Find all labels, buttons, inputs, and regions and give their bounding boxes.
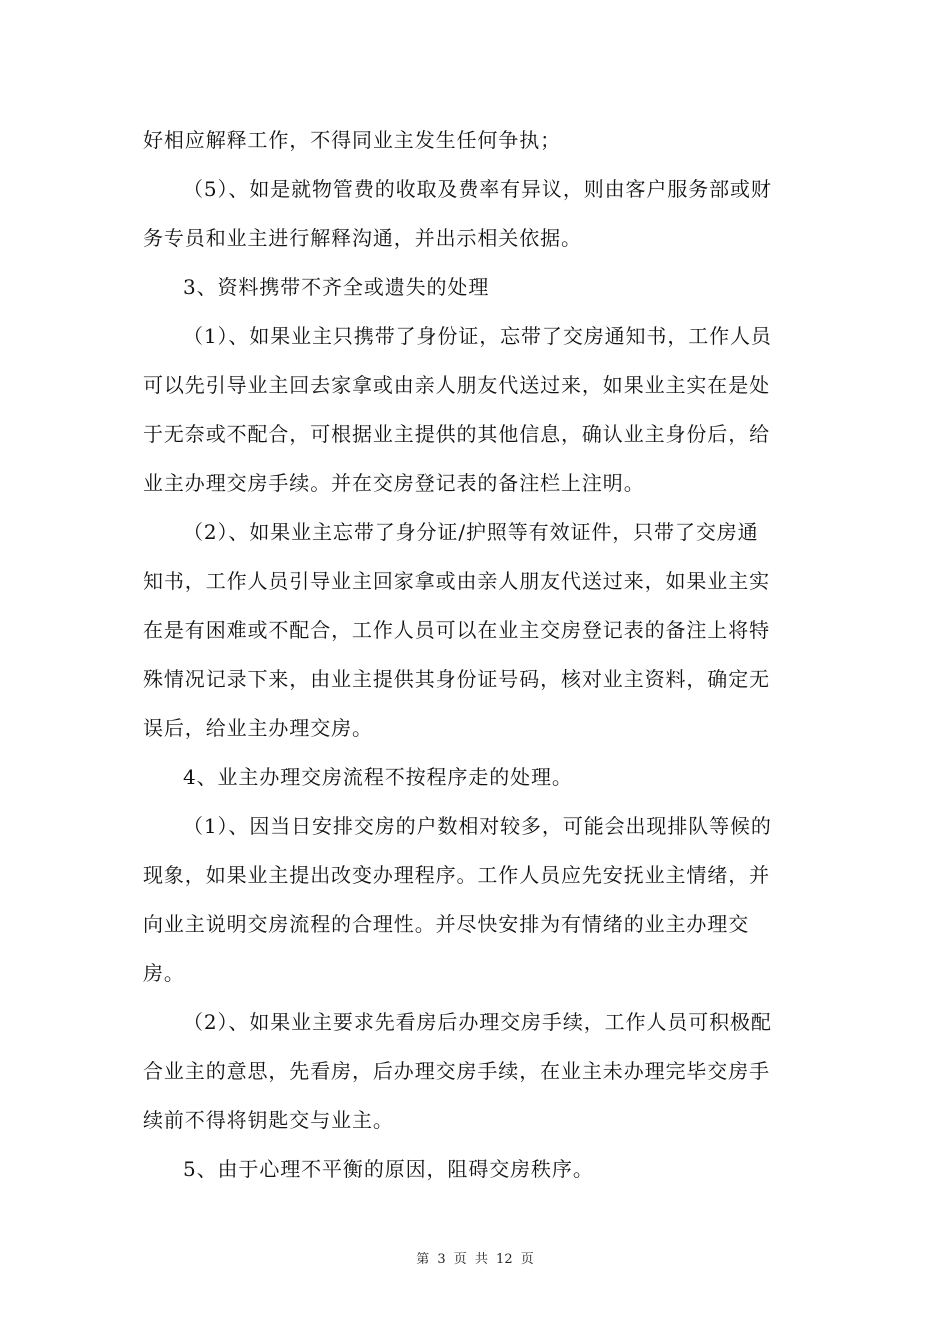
text-line: 向业主说明交房流程的合理性。并尽快安排为有情绪的业主办理交 (143, 912, 750, 936)
document-body (143, 116, 807, 1194)
text-line: 好相应解释工作，不得同业主发生任何争执； (143, 128, 561, 152)
text-line: 现象，如果业主提出改变办理程序。工作人员应先安抚业主情绪，并 (143, 863, 770, 887)
text-line: （2）、如果业主要求先看房后办理交房手续，工作人员可积极配 (183, 1010, 772, 1034)
text-line: 于无奈或不配合，可根据业主提供的其他信息，确认业主身份后，给 (143, 422, 770, 446)
text-line: （2）、如果业主忘带了身分证/护照等有效证件，只带了交房通 (183, 520, 759, 544)
text-line: 知书，工作人员引导业主回家拿或由亲人朋友代送过来，如果业主实 (143, 569, 770, 593)
text-line: 业主办理交房手续。并在交房登记表的备注栏上注明。 (143, 471, 645, 495)
text-line: （1）、因当日安排交房的户数相对较多，可能会出现排队等候的 (183, 814, 772, 838)
text-line: （1）、如果业主只携带了身份证，忘带了交房通知书，工作人员 (183, 324, 772, 348)
page-number-footer: 第 3 页 共 12 页 (416, 1252, 534, 1267)
text-line: 可以先引导业主回去家拿或由亲人朋友代送过来，如果业主实在是处 (143, 373, 770, 397)
section-heading: 5、由于心理不平衡的原因，阻碍交房秩序。 (183, 1157, 594, 1181)
text-line: 房。 (143, 961, 185, 985)
section-heading: 4、业主办理交房流程不按程序走的处理。 (183, 765, 573, 789)
text-line: 合业主的意思，先看房，后办理交房手续，在业主未办理完毕交房手 (143, 1059, 770, 1083)
section-heading: 3、资料携带不齐全或遗失的处理 (183, 275, 490, 299)
text-line: 务专员和业主进行解释沟通，并出示相关依据。 (143, 226, 582, 250)
text-line: 误后，给业主办理交房。 (143, 716, 373, 740)
text-line: 殊情况记录下来，由业主提供其身份证号码，核对业主资料，确定无 (143, 667, 770, 691)
text-line: 续前不得将钥匙交与业主。 (143, 1108, 394, 1132)
text-line: 在是有困难或不配合，工作人员可以在业主交房登记表的备注上将特 (143, 618, 770, 642)
text-line: （5）、如是就物管费的收取及费率有异议，则由客户服务部或财 (183, 177, 772, 201)
